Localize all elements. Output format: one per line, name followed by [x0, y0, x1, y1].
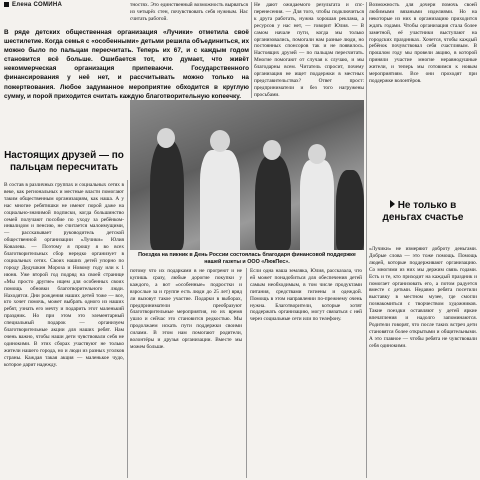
triangle-marker-icon: [390, 200, 395, 208]
column-divider: [246, 268, 247, 478]
body-column-5: «Лучики» не измеряют доброту деньгами. Добрые слова — это тоже помощь. Помощь людей, которые поддерживают организацию. Со многими из них мы держим связь годами. Есть и те, кто приходит на каждый праздник и помогает организовать его, а потом радуется вместе с детьми. Недавно ребята посетили выставку в местном музее, где смогли познакомиться с творчеством художников. Такие поездки оставляют у детей яркие впечатления и надолго запоминаются. Родители говорят, что после таких встреч дети становятся более открытыми и общительными. А это главное — чтобы ребята не чувствовали себя одинокими.: [369, 246, 477, 349]
body-column-2: тностях. Это единственный возможность вырваться из четырёх стен, почувствовать себя нужным. Нас считать работой.: [130, 2, 248, 22]
body-column-1: В состав в различных группах и социальных сетях в веке, как региональных и местные власти помогают таким общественным организациям, как наша. А у нас многие ребятишки не имеют порой даже на социально-значимой подписки, когда большинство семей получают пособие по уходу за ребёнком-инвалидом и пенсию, не считается малоимущими, — рассказывает руководитель детской общественной организации «Лучики» Юлия Ковалева. — Поэтому я прошу я во всех благотворительных сбор нередко организует в социальных сетях. Своих наших детей упорно по городу Дедушкин Мороза и Новому году или к 1 июня. Уже второй год подряд на своей странице «Мы просто другие» ищем для особенных своих помощь обновки благотворительного люди. Находятся. Дни рождения наших детей тоже — все, кто хочет помочь, может выбрать одного из наших ребят, узнать его мечту и подарить этот маленький праздник. Но при этом это элементарный специальный подарок — организуем благотворительные акции для наших ребят. Нам очень важно, чтобы наши дети чувствовали себя не одинокими. В этих сборах участвуют не только жители нашего города, но и люди из разных уголков страны. Каждая такая акция — маленькое чудо, которое дарит надежду.: [4, 182, 124, 368]
photo-figure: [300, 160, 334, 250]
column-divider: [366, 2, 367, 478]
body-column-4: Возможность для дочери помочь своей любимыми вязаными изделиями. Но на некоторые из них в организацию приходится ждать годами. Чтобы организация стала более заметной, её участники выступают на городских праздниках. Хочется, чтобы каждый ребёнок почувствовал себя счастливым. В прошлом году мы провели акцию, в которой приняли участие многие неравнодушные жители, и теперь мы готовимся к новым мероприятиям. Все они проходят при поддержке волонтёров.: [369, 2, 477, 84]
photo-head: [263, 140, 281, 160]
photo-figure: [336, 170, 364, 250]
lead-paragraph: В ряде детских общественная организация «Лучики» отметила своё шестилетие. Когда семья с «особенными» детьми решила объединиться, их можно было по пальцам пересчитать. Теперь их 67, и с каждым годом становится всё больше. Ошибается тот, кто думает, что живёт некоммерческая организация припеваючи. Государственного финансирования у неё нет, и рассчитывать можно только на пожертвования. Любое задуманное мероприятие обходится в круглую сумму, и порой приходится считать каждую благотворительную копеечку.: [4, 29, 249, 100]
column-divider: [251, 2, 252, 98]
photo-figure: [200, 150, 240, 250]
picnic-photo: [130, 100, 364, 250]
subheading-text: Не только в деньгах счастье: [382, 200, 464, 223]
photo-head: [210, 130, 230, 152]
section-subheading: [369, 200, 477, 224]
byline-text: Елена СОМИНА: [12, 2, 63, 9]
body-column-3: Не дают ожидаемого результата и спс-перенесения. — Для того, чтобы подключиться к друга работать, нужна хорошая реклама, а ресурсов у нас нет, — говорит Юлия. — В самом начале пути, когда мы только организовались, помогали нам разные люди, но постоянных спонсоров так и не появилось. Настоящих друзей — по пальцам пересчитать. Многие помогают от случая к случаю, и мы благодарны всем. Читатель спросит, почему организация не ищет поддержки в местных представительствах? Ответ прост: предприниматели и без того нагружены просьбами.: [254, 2, 364, 98]
photo-head: [157, 128, 175, 148]
article-headline: Настоящих друзей — по пальцам пересчитать: [4, 150, 124, 173]
body-column-bottom-left: потому что их подарками в не прогреют и не купишь сразу, любые дорогие покупки у каждого, а вот «особенные» подростки и взрослые за и группе есть люди до 25 лет) вряд ли вызовут такое участие. Подарки в выборах, предприниматели преобразуют благотворительные мероприятия, но их время ушло и сейчас это становится редкостью. Мы продолжаем искать пути поддержки своими силами. В этом нам помогают родители, волонтёры и друзья организации. Вместе мы можем больше.: [130, 268, 242, 350]
photo-caption: Поездка на пикник в День России состоялась благодаря финансовой поддержке нашей газеты и ООО «ЛюкПес».: [138, 252, 356, 265]
photo-head: [308, 144, 326, 164]
photo-figure: [255, 155, 291, 250]
photo-figure: [150, 140, 184, 250]
square-bullet-icon: [4, 2, 9, 7]
body-column-bottom-right: Если одна наша земляка, Юлия, рассказала, что ей может понадобиться для обеспечения детей самым необходимым, в том числе продуктами питания, средствами гигиены и одеждой. Помощь в этом направлении по-прежнему очень нужна. Благотворители, которые хотят поддержать организацию, могут связаться с ней через социальные сети или по телефону.: [250, 268, 362, 323]
column-divider: [127, 180, 128, 478]
